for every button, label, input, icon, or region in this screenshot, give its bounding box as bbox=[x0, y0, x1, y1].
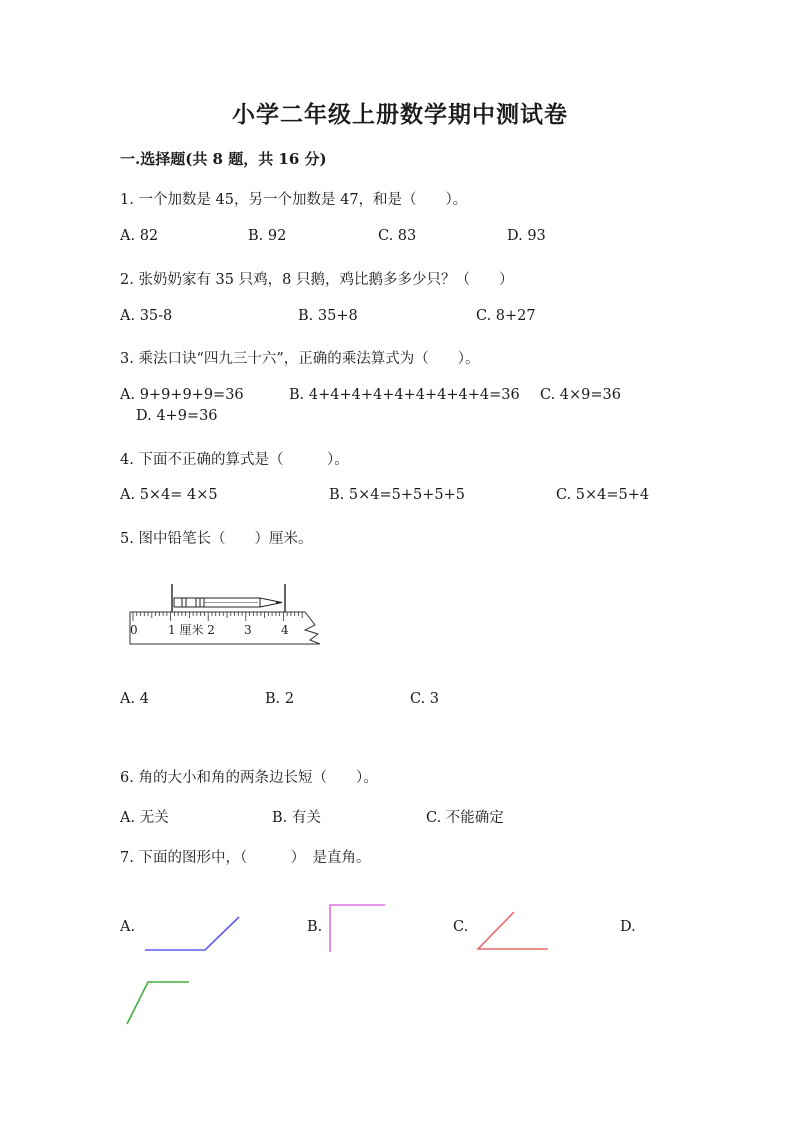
section-heading: 一.选择题(共 8 题，共 16 分) bbox=[120, 150, 327, 168]
ruler-label-1-2: 1 厘米 2 bbox=[168, 623, 215, 637]
q1-option-d[interactable]: D. 93 bbox=[507, 228, 546, 244]
q2-option-c[interactable]: C. 8+27 bbox=[476, 308, 536, 324]
q7-option-d[interactable]: D. bbox=[620, 919, 636, 935]
page-title: 小学二年级上册数学期中测试卷 bbox=[232, 101, 568, 128]
question-5: 5. 图中铅笔长（ ）厘米。 bbox=[120, 531, 313, 547]
q5-option-b[interactable]: B. 2 bbox=[265, 691, 295, 707]
question-1: 1. 一个加数是 45，另一个加数是 47，和是（ ）。 bbox=[120, 192, 468, 208]
q4-option-a[interactable]: A. 5×4= 4×5 bbox=[120, 487, 218, 503]
q1-option-b[interactable]: B. 92 bbox=[248, 228, 287, 244]
q6-option-c[interactable]: C. 不能确定 bbox=[426, 810, 504, 826]
q1-option-a[interactable]: A. 82 bbox=[120, 228, 159, 244]
ruler-label-3: 3 bbox=[244, 623, 252, 637]
q6-option-a[interactable]: A. 无关 bbox=[120, 810, 169, 826]
q7-option-c[interactable]: C. bbox=[453, 919, 469, 935]
question-6: 6. 角的大小和角的两条边长短（ ）。 bbox=[120, 770, 378, 786]
q5-option-a[interactable]: A. 4 bbox=[120, 691, 149, 707]
q3-option-d[interactable]: D. 4+9=36 bbox=[136, 408, 218, 424]
angle-d-figure bbox=[127, 982, 189, 1024]
ruler-label-4: 4 bbox=[281, 623, 289, 637]
question-2: 2. 张奶奶家有 35 只鸡，8 只鹅，鸡比鹅多多少只？（ ） bbox=[120, 272, 514, 288]
angle-b-figure bbox=[330, 905, 385, 952]
angle-a-figure bbox=[145, 917, 239, 950]
question-3: 3. 乘法口诀“四九三十六”，正确的乘法算式为（ ）。 bbox=[120, 351, 480, 367]
q3-option-b[interactable]: B. 4+4+4+4+4+4+4+4+4=36 bbox=[289, 387, 520, 403]
q1-option-c[interactable]: C. 83 bbox=[378, 228, 417, 244]
q4-option-c[interactable]: C. 5×4=5+4 bbox=[556, 487, 650, 503]
question-7: 7. 下面的图形中，（ ） 是直角。 bbox=[120, 850, 371, 866]
ruler-label-0: 0 bbox=[130, 623, 138, 637]
q3-option-a[interactable]: A. 9+9+9+9=36 bbox=[120, 387, 244, 403]
question-4: 4. 下面不正确的算式是（ ）。 bbox=[120, 452, 349, 468]
q2-option-b[interactable]: B. 35+8 bbox=[298, 308, 358, 324]
q7-option-b[interactable]: B. bbox=[307, 919, 323, 935]
q4-option-b[interactable]: B. 5×4=5+5+5+5 bbox=[329, 487, 465, 503]
q2-option-a[interactable]: A. 35-8 bbox=[120, 308, 173, 324]
q5-option-c[interactable]: C. 3 bbox=[410, 691, 440, 707]
q6-option-b[interactable]: B. 有关 bbox=[272, 810, 321, 826]
q7-option-a[interactable]: A. bbox=[120, 919, 136, 935]
angle-c-figure bbox=[478, 912, 548, 949]
q3-option-c[interactable]: C. 4×9=36 bbox=[540, 387, 621, 403]
